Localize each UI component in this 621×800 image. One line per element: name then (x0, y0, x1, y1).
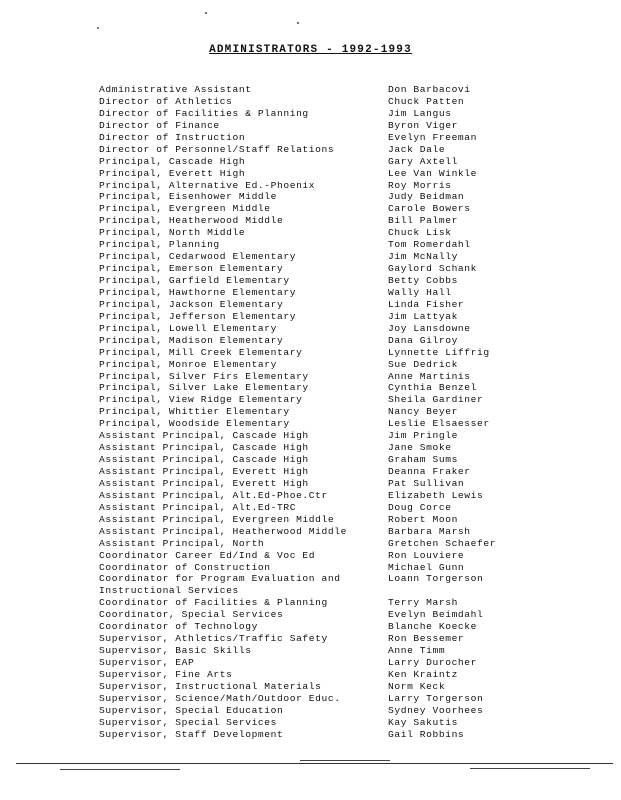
table-row (99, 406, 519, 418)
position-title: Supervisor, Special Services (99, 716, 278, 728)
table-row (99, 120, 519, 132)
administrator-name: Sue Dedrick (388, 358, 458, 370)
position-title: Assistant Principal, Cascade High (99, 430, 309, 442)
position-title: Principal, Monroe Elementary (99, 358, 278, 370)
position-title: Director of Athletics (99, 95, 233, 107)
table-row (99, 621, 519, 633)
table-row (99, 573, 519, 585)
position-title: Principal, Hawthorne Elementary (99, 286, 297, 298)
administrator-name: Jim Pringle (388, 430, 458, 442)
table-row (99, 729, 519, 741)
table-row (99, 203, 519, 215)
administrator-name: Jim Lattyak (388, 310, 458, 322)
administrator-name: Norm Keck (388, 680, 446, 692)
table-row (99, 275, 519, 287)
administrator-name: Roy Morris (388, 179, 452, 191)
table-row (99, 466, 519, 478)
position-title: Coordinator for Program Evaluation and (99, 573, 341, 585)
position-title: Principal, Silver Firs Elementary (99, 370, 309, 382)
position-title: Assistant Principal, Evergreen Middle (99, 513, 335, 525)
scan-speck (297, 22, 299, 24)
position-title: Principal, Lowell Elementary (99, 322, 278, 334)
table-row (99, 156, 519, 168)
administrator-name: Robert Moon (388, 513, 458, 525)
administrator-name: Leslie Elsaesser (388, 418, 490, 430)
administrator-name: Tom Romerdahl (388, 239, 471, 251)
position-title: Supervisor, Staff Development (99, 728, 284, 740)
position-title: Principal, Evergreen Middle (99, 203, 271, 215)
table-row (99, 168, 519, 180)
table-row (99, 597, 519, 609)
table-row (99, 717, 519, 729)
position-title: Principal, North Middle (99, 227, 246, 239)
position-title: Principal, Eisenhower Middle (99, 191, 278, 203)
position-title: Supervisor, EAP (99, 657, 195, 668)
table-row (99, 394, 519, 406)
table-row (99, 299, 519, 311)
administrator-name: Gary Axtell (388, 155, 458, 167)
table-row (99, 562, 519, 574)
position-title: Principal, Alternative Ed.-Phoenix (99, 179, 316, 191)
table-row (99, 335, 519, 347)
administrator-name: Terry Marsh (388, 597, 458, 609)
table-row (99, 585, 519, 597)
table-row (99, 430, 519, 442)
administrator-name: Wally Hall (388, 286, 452, 298)
table-row (99, 108, 519, 120)
position-title: Principal, Cascade High (99, 155, 246, 167)
position-title: Principal, Woodside Elementary (99, 418, 290, 430)
table-row (99, 633, 519, 645)
administrator-name: Chuck Patten (388, 95, 465, 107)
table-row (99, 693, 519, 705)
administrator-name: Graham Sums (388, 454, 458, 466)
position-title: Director of Instruction (99, 131, 246, 143)
position-title: Director of Finance (99, 119, 220, 131)
table-row (99, 669, 519, 681)
table-row (99, 311, 519, 323)
administrator-name: Byron Viger (388, 119, 458, 131)
position-title: Coordinator of Construction (99, 561, 271, 573)
administrator-name: Sheila Gardiner (388, 394, 484, 406)
scan-dash (300, 760, 390, 761)
position-title: Principal, Everett High (99, 167, 246, 179)
administrators-list (99, 84, 519, 741)
administrator-name: Joy Lansdowne (388, 322, 471, 334)
table-row (99, 705, 519, 717)
scan-speck (205, 12, 207, 14)
position-title: Principal, Planning (99, 239, 220, 251)
table-row (99, 132, 519, 144)
position-title: Assistant Principal, Heatherwood Middle (99, 525, 347, 537)
table-row (99, 442, 519, 454)
administrator-name: Larry Torgerson (388, 692, 484, 704)
table-row (99, 84, 519, 96)
administrator-name: Betty Cobbs (388, 275, 458, 286)
table-row (99, 502, 519, 514)
administrator-name: Jim McNally (388, 251, 458, 263)
administrator-name: Sydney Voorhees (388, 704, 484, 716)
administrator-name: Ron Bessemer (388, 633, 465, 645)
administrator-name: Chuck Lisk (388, 227, 452, 239)
table-row (99, 681, 519, 693)
table-row (99, 514, 519, 526)
position-title: Instructional Services (99, 585, 239, 597)
administrator-name: Don Barbacovi (388, 84, 471, 95)
table-row (99, 227, 519, 239)
position-title: Assistant Principal, Alt.Ed-Phoe.Ctr (99, 489, 328, 501)
table-row (99, 657, 519, 669)
administrator-name: Anne Martinis (388, 370, 471, 382)
administrator-name: Evelyn Freeman (388, 131, 478, 143)
administrator-name: Barbara Marsh (388, 525, 471, 537)
table-row (99, 263, 519, 275)
table-row (99, 609, 519, 621)
table-row (99, 382, 519, 394)
table-row (99, 645, 519, 657)
administrator-name: Lynnette Liffrig (388, 346, 490, 358)
position-title: Assistant Principal, Cascade High (99, 454, 309, 466)
table-row (99, 454, 519, 466)
table-row (99, 359, 519, 371)
administrator-name: Kay Sakutis (388, 716, 458, 728)
table-row (99, 347, 519, 359)
position-title: Principal, Madison Elementary (99, 334, 284, 346)
table-row (99, 239, 519, 251)
table-row (99, 96, 519, 108)
administrator-name: Gaylord Schank (388, 263, 478, 275)
administrator-name: Larry Durocher (388, 657, 478, 668)
administrator-name (388, 585, 518, 597)
table-row (99, 287, 519, 299)
administrator-name: Evelyn Beimdahl (388, 609, 484, 621)
administrator-name: Judy Beidman (388, 191, 465, 203)
position-title: Coordinator Career Ed/Ind & Voc Ed (99, 549, 316, 561)
administrator-name: Bill Palmer (388, 215, 458, 227)
administrator-name: Loann Torgerson (388, 573, 484, 585)
administrator-name: Cynthia Benzel (388, 382, 478, 394)
scan-speck (97, 27, 99, 29)
position-title: Assistant Principal, Everett High (99, 466, 309, 477)
administrator-name: Nancy Beyer (388, 406, 458, 418)
scan-dash (470, 768, 590, 769)
position-title: Principal, Jackson Elementary (99, 298, 284, 310)
table-row (99, 251, 519, 263)
position-title: Assistant Principal, Everett High (99, 477, 309, 489)
position-title: Principal, View Ridge Elementary (99, 394, 303, 406)
administrator-name: Blanche Koecke (388, 621, 478, 633)
administrator-name: Carole Bowers (388, 203, 471, 215)
administrator-name: Jack Dale (388, 143, 446, 155)
administrator-name: Ken Kraintz (388, 668, 458, 680)
administrator-name: Gail Robbins (388, 728, 465, 740)
table-row (99, 144, 519, 156)
position-title: Principal, Mill Creek Elementary (99, 346, 303, 358)
administrator-name: Gretchen Schaefer (388, 537, 497, 549)
scan-dash (60, 769, 180, 770)
table-row (99, 191, 519, 203)
table-row (99, 538, 519, 550)
administrator-name: Michael Gunn (388, 561, 465, 573)
administrator-name: Jim Langus (388, 107, 452, 119)
administrator-name: Elizabeth Lewis (388, 489, 484, 501)
position-title: Supervisor, Fine Arts (99, 668, 233, 680)
position-title: Supervisor, Athletics/Traffic Safety (99, 633, 328, 645)
position-title: Principal, Silver Lake Elementary (99, 382, 309, 394)
position-title: Supervisor, Basic Skills (99, 645, 252, 657)
document-title (0, 44, 621, 56)
table-row (99, 371, 519, 383)
table-row (99, 418, 519, 430)
administrator-name: Deanna Fraker (388, 466, 471, 477)
position-title: Coordinator of Technology (99, 621, 258, 633)
position-title: Administrative Assistant (99, 84, 252, 95)
title-text: ADMINISTRATORS - 1992-1993 (209, 44, 412, 56)
table-row (99, 490, 519, 502)
position-title: Coordinator, Special Services (99, 609, 284, 621)
administrator-name: Jane Smoke (388, 442, 452, 454)
position-title: Supervisor, Science/Math/Outdoor Educ. (99, 692, 341, 704)
position-title: Supervisor, Instructional Materials (99, 680, 322, 692)
position-title: Assistant Principal, North (99, 537, 265, 549)
position-title: Director of Personnel/Staff Relations (99, 143, 335, 155)
administrator-name: Doug Corce (388, 501, 452, 513)
administrator-name: Dana Gilroy (388, 334, 458, 346)
position-title: Principal, Cedarwood Elementary (99, 251, 297, 263)
position-title: Supervisor, Special Education (99, 704, 284, 716)
administrator-name: Lee Van Winkle (388, 167, 478, 179)
scan-footer-line (16, 763, 613, 764)
position-title: Coordinator of Facilities & Planning (99, 597, 328, 609)
table-row (99, 180, 519, 192)
table-row (99, 550, 519, 562)
position-title: Assistant Principal, Cascade High (99, 442, 309, 454)
position-title: Principal, Heatherwood Middle (99, 215, 284, 227)
position-title: Assistant Principal, Alt.Ed-TRC (99, 501, 297, 513)
position-title: Principal, Emerson Elementary (99, 263, 284, 275)
position-title: Principal, Garfield Elementary (99, 275, 290, 286)
administrator-name: Linda Fisher (388, 298, 465, 310)
position-title: Principal, Whittier Elementary (99, 406, 290, 418)
table-row (99, 323, 519, 335)
position-title: Principal, Jefferson Elementary (99, 310, 297, 322)
administrator-name: Pat Sullivan (388, 477, 465, 489)
table-row (99, 526, 519, 538)
table-row (99, 478, 519, 490)
table-row (99, 215, 519, 227)
administrator-name: Ron Louviere (388, 549, 465, 561)
position-title: Director of Facilities & Planning (99, 107, 309, 119)
administrator-name: Anne Timm (388, 645, 446, 657)
